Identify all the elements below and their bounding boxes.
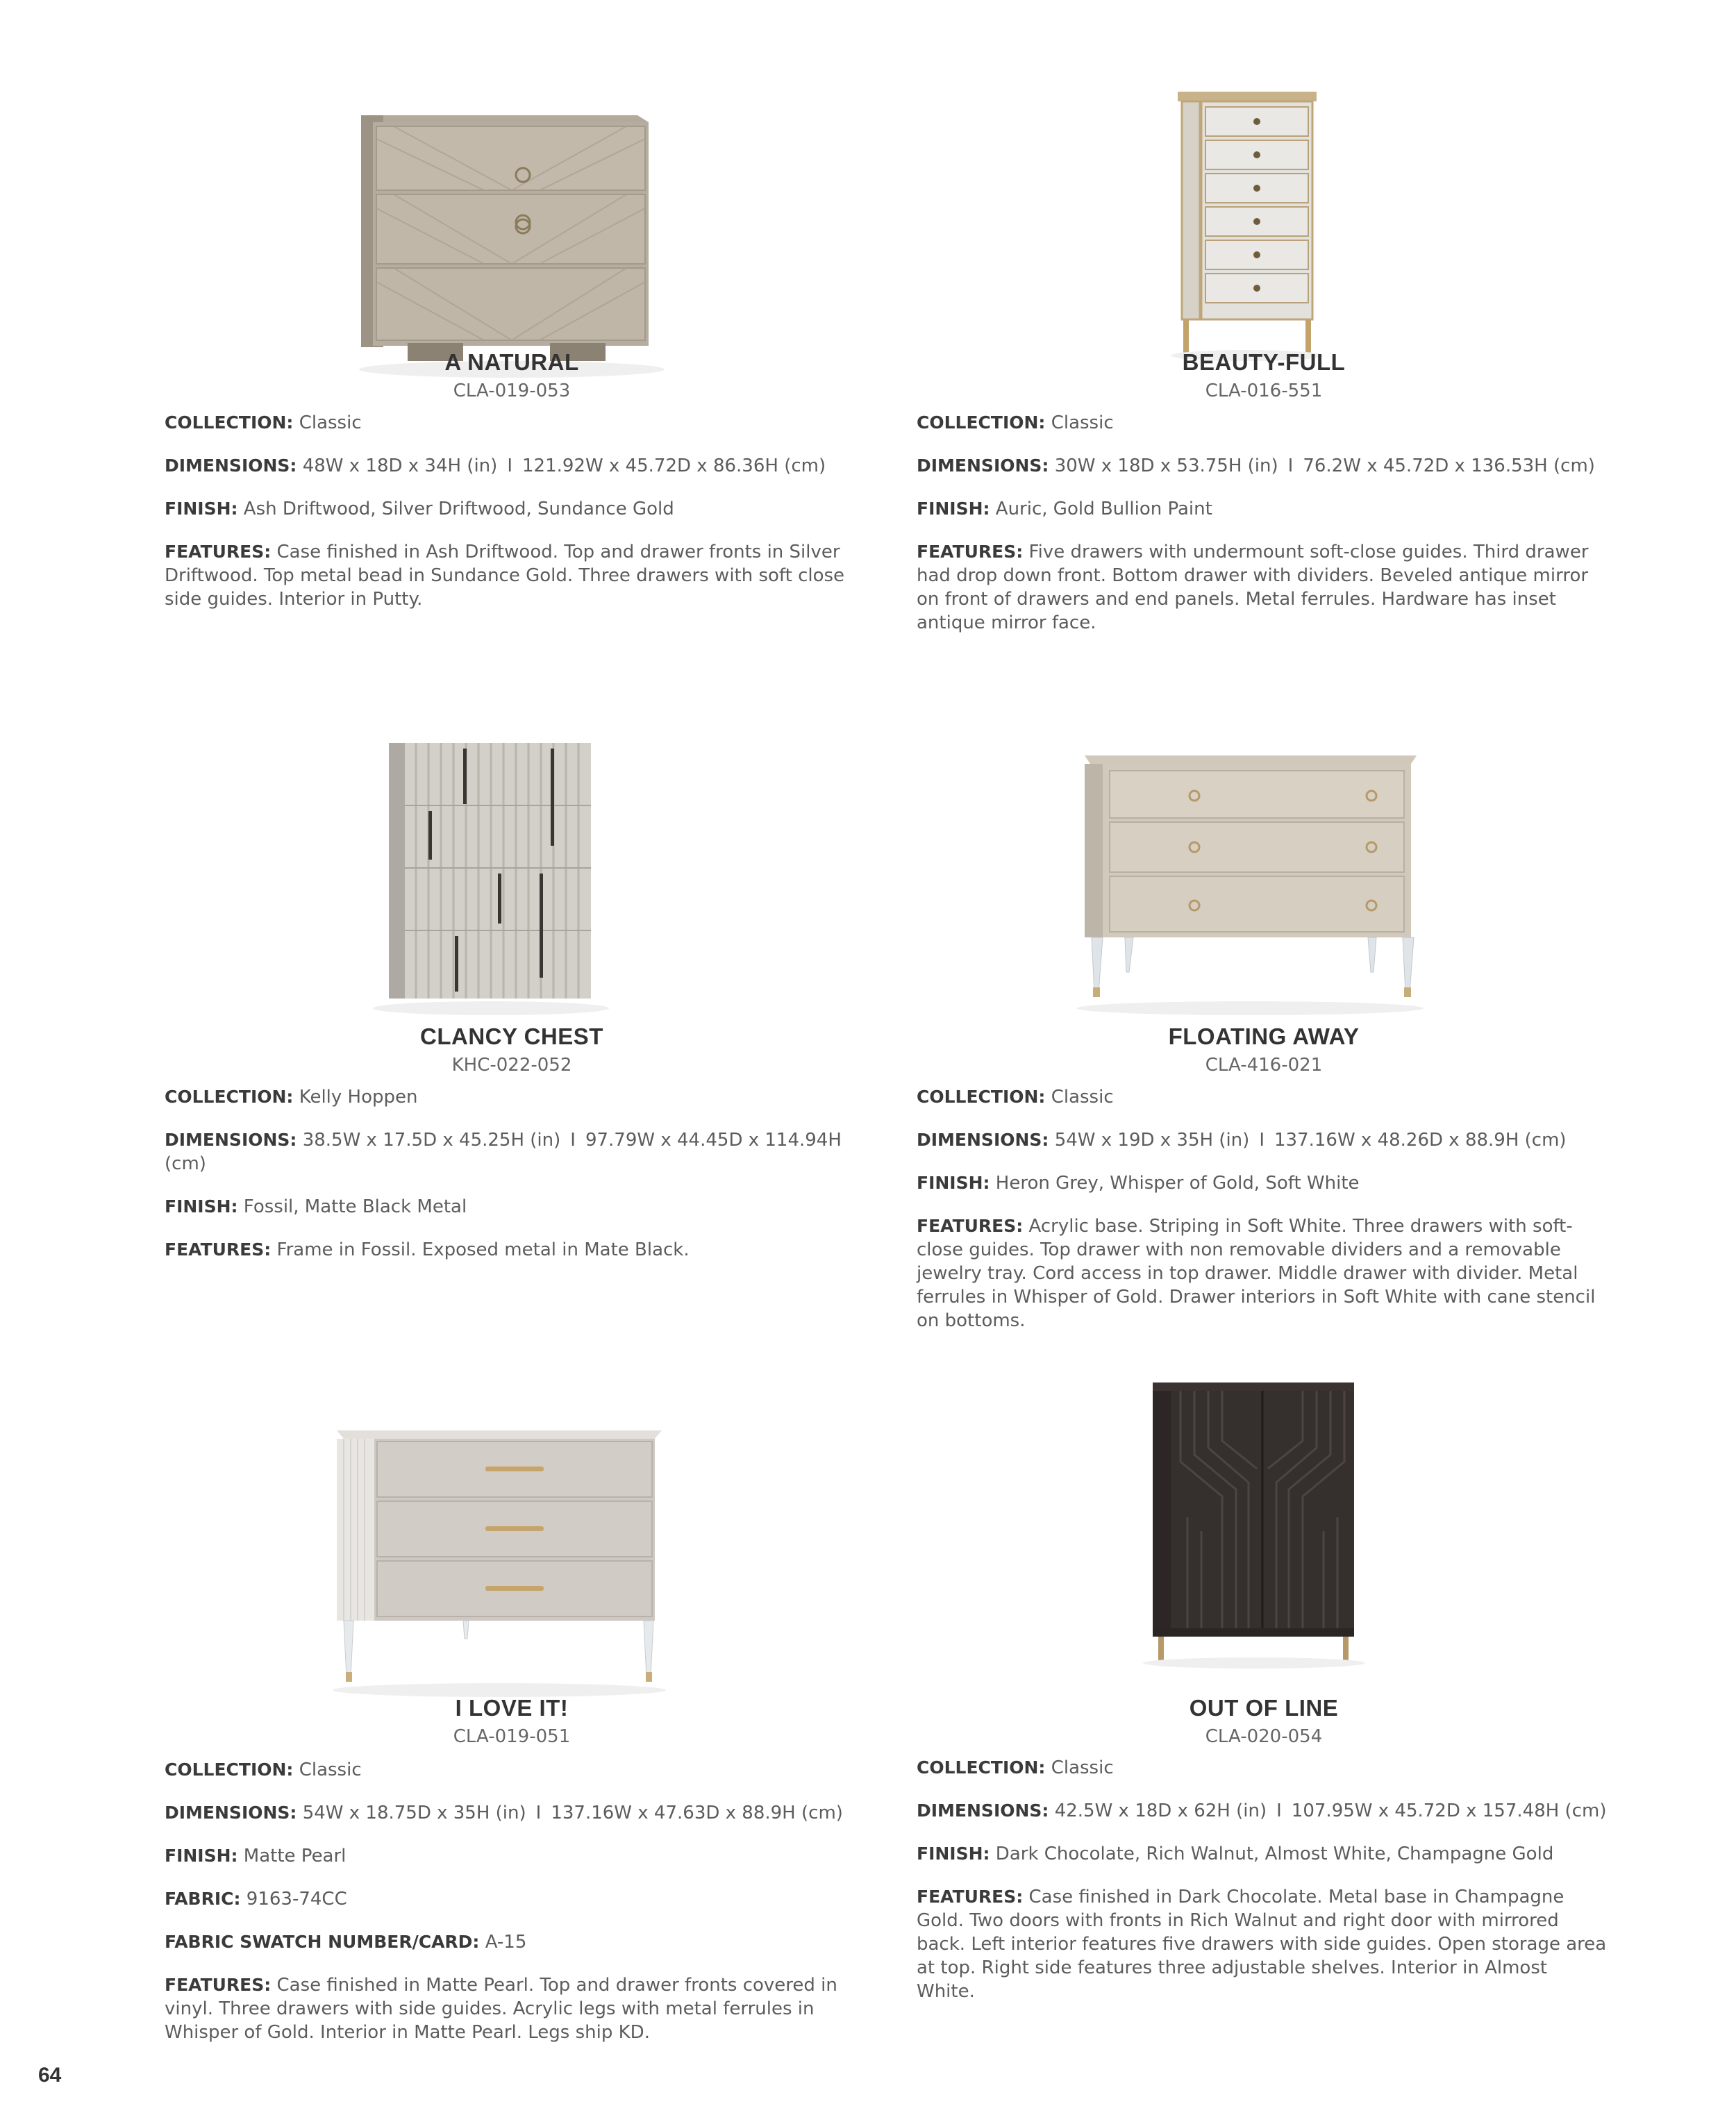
dimensions-row: DIMENSIONS: 30W x 18D x 53.75H (in) I 76.2W x 45.72D x 136.53H (cm) (917, 456, 1595, 476)
product-sku: CLA-416-021 (1205, 1055, 1323, 1076)
dimensions-row: DIMENSIONS: 42.5W x 18D x 62H (in) I 107.95W x 45.72D x 157.48H (cm) (917, 1801, 1607, 1821)
finish-row: FINISH: Heron Grey, Whisper of Gold, Soft White (917, 1173, 1360, 1194)
product-specs (165, 1758, 859, 2064)
product-name: FLOATING AWAY (1168, 1024, 1360, 1049)
dimensions-row: DIMENSIONS: 48W x 18D x 34H (in) I 121.92W x 45.72D x 86.36H (cm) (165, 456, 826, 476)
dimensions-row: DIMENSIONS: 38.5W x 17.5D x 45.25H (in) I 97.79W x 44.45D x 114.94H (cm) (165, 1130, 842, 1174)
acrylic-leg-chest-image (917, 736, 1611, 1028)
product-specs (917, 411, 1611, 654)
features-row: FEATURES: Case finished in Dark Chocolate. Metal base in Champagne Gold. Two doors with fronts in Rich Walnut and right door with mirrored back. Left interior features five drawers with side guides. Open storage area at top. Right side features three adjustable shelves. Interior in Almost White. (917, 1887, 1607, 2002)
product-sku: CLA-016-551 (1205, 381, 1323, 401)
fabric-swatch-row: FABRIC SWATCH NUMBER/CARD: A-15 (165, 1932, 527, 1953)
collection-row: COLLECTION: Classic (165, 412, 362, 433)
fluted-chest-image (165, 736, 859, 1028)
features-row: FEATURES: Case finished in Matte Pearl. Top and drawer fronts covered in vinyl. Three drawers with side guides. Acrylic legs with metal ferrules in Whisper of Gold. Interior in Matte Pearl. Legs ship KD. (165, 1975, 837, 2043)
page-number: 64 (38, 2064, 62, 2087)
product-sku: CLA-020-054 (1205, 1726, 1323, 1747)
features-row: FEATURES: Five drawers with undermount soft-close guides. Third drawer had drop down front. Bottom drawer with dividers. Beveled antique mirror on front of drawers and end panels. Metal ferrules. Hardware has inset antique mirror face. (917, 542, 1589, 633)
features-row: FEATURES: Case finished in Ash Driftwood. Top and drawer fronts in Silver Driftwood. Top metal bead in Sundance Gold. Three drawers with soft close side guides. Interior in Putty. (165, 542, 845, 610)
product-name: A NATURAL (444, 349, 579, 375)
finish-row: FINISH: Auric, Gold Bullion Paint (917, 499, 1212, 519)
dimensions-row: DIMENSIONS: 54W x 19D x 35H (in) I 137.16W x 48.26D x 88.9H (cm) (917, 1130, 1567, 1151)
product-name: OUT OF LINE (1189, 1695, 1339, 1721)
fabric-row: FABRIC: 9163-74CC (165, 1889, 347, 1910)
features-row: FEATURES: Acrylic base. Striping in Soft White. Three drawers with soft-close guides. Top drawer with non removable dividers and a removable jewelry tray. Cord access in top drawer. Middle drawer with divider. Metal ferrules in Whisper of Gold. Drawer interiors in Soft White with cane stencil on bottoms. (917, 1216, 1596, 1331)
collection-row: COLLECTION: Classic (165, 1760, 362, 1780)
finish-row: FINISH: Ash Driftwood, Silver Driftwood, Sundance Gold (165, 499, 674, 519)
finish-row: FINISH: Fossil, Matte Black Metal (165, 1196, 467, 1217)
product-sku: KHC-022-052 (451, 1055, 572, 1076)
finish-row: FINISH: Matte Pearl (165, 1846, 347, 1866)
product-name: CLANCY CHEST (420, 1024, 603, 1049)
collection-value: Classic (299, 412, 362, 433)
product-specs (917, 1085, 1611, 1352)
matte-pearl-chest-image (165, 1417, 859, 1708)
product-name: BEAUTY-FULL (1182, 349, 1346, 375)
product-specs (917, 1756, 1611, 2023)
collection-row: COLLECTION: Kelly Hoppen (165, 1087, 418, 1108)
finish-row: FINISH: Dark Chocolate, Rich Walnut, Almost White, Champagne Gold (917, 1844, 1554, 1864)
product-name: I LOVE IT! (455, 1695, 569, 1721)
dimensions-row: DIMENSIONS: 54W x 18.75D x 35H (in) I 137.16W x 47.63D x 88.9H (cm) (165, 1803, 843, 1823)
product-sku: CLA-019-051 (453, 1726, 571, 1747)
features-row: FEATURES: Frame in Fossil. Exposed metal in Mate Black. (165, 1239, 690, 1260)
product-sku: CLA-019-053 (453, 381, 571, 401)
mirrored-tall-chest-image (917, 76, 1611, 368)
dark-cabinet-image (917, 1378, 1611, 1670)
collection-row: COLLECTION: Classic (917, 1087, 1114, 1108)
collection-row: COLLECTION: Classic (917, 412, 1114, 433)
product-specs (165, 1085, 859, 1281)
product-specs (165, 411, 859, 630)
ash-driftwood-chest-image (165, 97, 859, 389)
collection-row: COLLECTION: Classic (917, 1757, 1114, 1778)
